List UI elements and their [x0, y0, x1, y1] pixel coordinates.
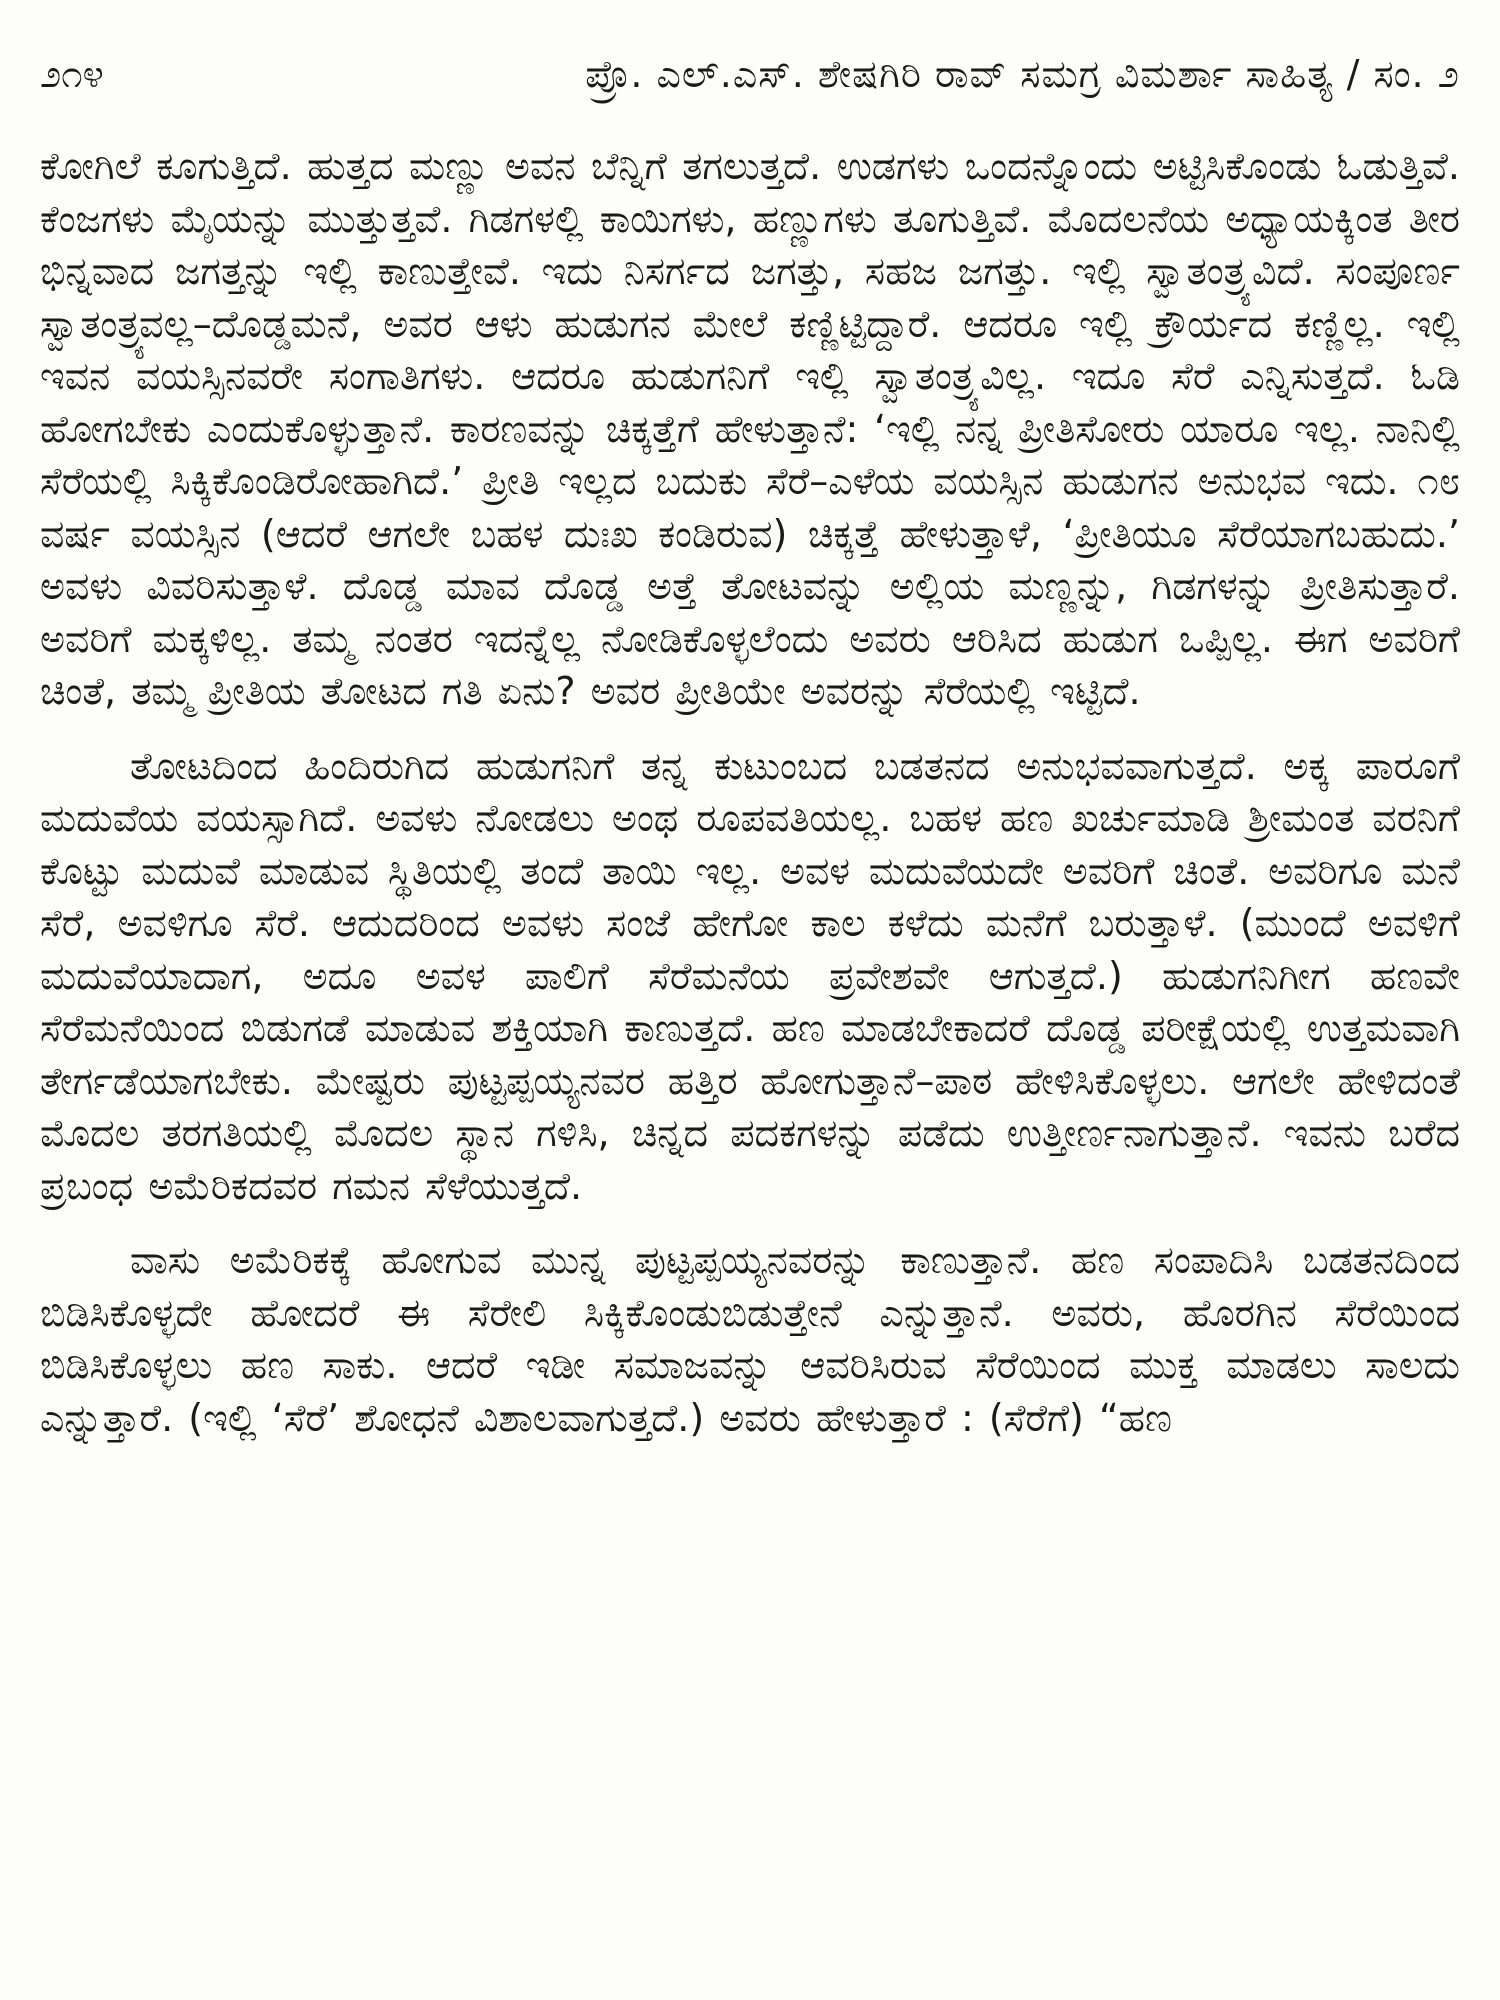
body-text: [40, 140, 1460, 1444]
paragraph-3: ವಾಸು ಅಮೆರಿಕಕ್ಕೆ ಹೋಗುವ ಮುನ್ನ ಪುಟ್ಟಪ್ಪಯ್ಯನವರನ್ನು ಕಾಣುತ್ತಾನೆ. ಹಣ ಸಂಪಾದಿಸಿ ಬಡತನದಿಂದ ಬಿಡಿಸಿಕೊಳ್ಳದೇ ಹೋದರೆ ಈ ಸೆರೇಲಿ ಸಿಕ್ಕಿಕೊಂಡುಬಿಡುತ್ತೇನೆ ಎನ್ನುತ್ತಾನೆ. ಅವರು, ಹೊರಗಿನ ಸೆರೆಯಿಂದ ಬಿಡಿಸಿಕೊಳ್ಳಲು ಹಣ ಸಾಕು. ಆದರೆ ಇಡೀ ಸಮಾಜವನ್ನು ಆವರಿಸಿರುವ ಸೆರೆಯಿಂದ ಮುಕ್ತ ಮಾಡಲು ಸಾಲದು ಎನ್ನುತ್ತಾರೆ. (ಇಲ್ಲಿ ‘ಸೆರೆ’ ಶೋಧನೆ ವಿಶಾಲವಾಗುತ್ತದೆ.) ಅವರು ಹೇಳುತ್ತಾರೆ : (ಸೆರೆಗೆ) “ಹಣ: [40, 1238, 1460, 1440]
page-number: ೨೧೪: [40, 52, 104, 96]
paragraph-2: ತೋಟದಿಂದ ಹಿಂದಿರುಗಿದ ಹುಡುಗನಿಗೆ ತನ್ನ ಕುಟುಂಬದ ಬಡತನದ ಅನುಭವವಾಗುತ್ತದೆ. ಅಕ್ಕ ಪಾರೂಗೆ ಮದುವೆಯ ವಯಸ್ಸಾಗಿದೆ. ಅವಳು ನೋಡಲು ಅಂಥ ರೂಪವತಿಯಲ್ಲ. ಬಹಳ ಹಣ ಖರ್ಚುಮಾಡಿ ಶ್ರೀಮಂತ ವರನಿಗೆ ಕೊಟ್ಟು ಮದುವೆ ಮಾಡುವ ಸ್ಥಿತಿಯಲ್ಲಿ ತಂದೆ ತಾಯಿ ಇಲ್ಲ. ಅವಳ ಮದುವೆಯದೇ ಅವರಿಗೆ ಚಿಂತೆ. ಅವರಿಗೂ ಮನೆ ಸೆರೆ, ಅವಳಿಗೂ ಸೆರೆ. ಆದುದರಿಂದ ಅವಳು ಸಂಜೆ ಹೇಗೋ ಕಾಲ ಕಳೆದು ಮನೆಗೆ ಬರುತ್ತಾಳೆ. (ಮುಂದೆ ಅವಳಿಗೆ ಮದುವೆಯಾದಾಗ, ಅದೂ ಅವಳ ಪಾಲಿಗೆ ಸೆರೆಮನೆಯ ಪ್ರವೇಶವೇ ಆಗುತ್ತದೆ.) ಹುಡುಗನಿಗೀಗ ಹಣವೇ ಸೆರೆಮನೆಯಿಂದ ಬಿಡುಗಡೆ ಮಾಡುವ ಶಕ್ತಿಯಾಗಿ ಕಾಣುತ್ತದೆ. ಹಣ ಮಾಡಬೇಕಾದರೆ ದೊಡ್ಡ ಪರೀಕ್ಷೆಯಲ್ಲಿ ಉತ್ತಮವಾಗಿ ತೇರ್ಗಡೆಯಾಗಬೇಕು. ಮೇಷ್ಟರು ಪುಟ್ಟಪ್ಪಯ್ಯನವರ ಹತ್ತಿರ ಹೋಗುತ್ತಾನೆ–ಪಾಠ ಹೇಳಿಸಿಕೊಳ್ಳಲು. ಆಗಲೇ ಹೇಳಿದಂತೆ ಮೊದಲ ತರಗತಿಯಲ್ಲಿ ಮೊದಲ ಸ್ಥಾನ ಗಳಿಸಿ, ಚಿನ್ನದ ಪದಕಗಳನ್ನು ಪಡೆದು ಉತ್ತೀರ್ಣನಾಗುತ್ತಾನೆ. ಇವನು ಬರೆದ ಪ್ರಬಂಧ ಅಮೆರಿಕದವರ ಗಮನ ಸೆಳೆಯುತ್ತದೆ.: [40, 743, 1460, 1208]
running-title: ಪ್ರೊ. ಎಲ್.ಎಸ್. ಶೇಷಗಿರಿ ರಾವ್ ಸಮಗ್ರ ವಿಮರ್ಶಾ ಸಾಹಿತ್ಯ / ಸಂ. ೨: [585, 52, 1460, 96]
paragraph-1: ಕೋಗಿಲೆ ಕೂಗುತ್ತಿದೆ. ಹುತ್ತದ ಮಣ್ಣು ಅವನ ಬೆನ್ನಿಗೆ ತಗಲುತ್ತದೆ. ಉಡಗಳು ಒಂದನ್ನೊಂದು ಅಟ್ಟಿಸಿಕೊಂಡು ಓಡುತ್ತಿವೆ. ಕೆಂಜಗಳು ಮೈಯನ್ನು ಮುತ್ತುತ್ತವೆ. ಗಿಡಗಳಲ್ಲಿ ಕಾಯಿಗಳು, ಹಣ್ಣುಗಳು ತೂಗುತ್ತಿವೆ. ಮೊದಲನೆಯ ಅಧ್ಯಾಯಕ್ಕಿಂತ ತೀರ ಭಿನ್ನವಾದ ಜಗತ್ತನ್ನು ಇಲ್ಲಿ ಕಾಣುತ್ತೇವೆ. ಇದು ನಿಸರ್ಗದ ಜಗತ್ತು, ಸಹಜ ಜಗತ್ತು. ಇಲ್ಲಿ ಸ್ವಾತಂತ್ರ್ಯವಿದೆ. ಸಂಪೂರ್ಣ ಸ್ವಾತಂತ್ರ್ಯವಲ್ಲ–ದೊಡ್ಡಮನೆ, ಅವರ ಆಳು ಹುಡುಗನ ಮೇಲೆ ಕಣ್ಣಿಟ್ಟಿದ್ದಾರೆ. ಆದರೂ ಇಲ್ಲಿ ಕ್ರೌರ್ಯದ ಕಣ್ಣಿಲ್ಲ. ಇಲ್ಲಿ ಇವನ ವಯಸ್ಸಿನವರೇ ಸಂಗಾತಿಗಳು. ಆದರೂ ಹುಡುಗನಿಗೆ ಇಲ್ಲಿ ಸ್ವಾತಂತ್ರ್ಯವಿಲ್ಲ. ಇದೂ ಸೆರೆ ಎನ್ನಿಸುತ್ತದೆ. ಓಡಿ ಹೋಗಬೇಕು ಎಂದುಕೊಳ್ಳುತ್ತಾನೆ. ಕಾರಣವನ್ನು ಚಿಕ್ಕತ್ತೆಗೆ ಹೇಳುತ್ತಾನೆ: ‘ಇಲ್ಲಿ ನನ್ನ ಪ್ರೀತಿಸೋರು ಯಾರೂ ಇಲ್ಲ. ನಾನಿಲ್ಲಿ ಸೆರೆಯಲ್ಲಿ ಸಿಕ್ಕಿಕೊಂಡಿರೋಹಾಗಿದೆ.’ ಪ್ರೀತಿ ಇಲ್ಲದ ಬದುಕು ಸೆರೆ–ಎಳೆಯ ವಯಸ್ಸಿನ ಹುಡುಗನ ಅನುಭವ ಇದು. ೧೮ ವರ್ಷ ವಯಸ್ಸಿನ (ಆದರೆ ಆಗಲೇ ಬಹಳ ದುಃಖ ಕಂಡಿರುವ) ಚಿಕ್ಕತ್ತೆ ಹೇಳುತ್ತಾಳೆ, ‘ಪ್ರೀತಿಯೂ ಸೆರೆಯಾಗಬಹುದು.’ ಅವಳು ವಿವರಿಸುತ್ತಾಳೆ. ದೊಡ್ಡ ಮಾವ ದೊಡ್ಡ ಅತ್ತೆ ತೋಟವನ್ನು ಅಲ್ಲಿಯ ಮಣ್ಣನ್ನು, ಗಿಡಗಳನ್ನು ಪ್ರೀತಿಸುತ್ತಾರೆ. ಅವರಿಗೆ ಮಕ್ಕಳಿಲ್ಲ. ತಮ್ಮ ನಂತರ ಇದನ್ನೆಲ್ಲ ನೋಡಿಕೊಳ್ಳಲೆಂದು ಅವರು ಆರಿಸಿದ ಹುಡುಗ ಒಪ್ಪಿಲ್ಲ. ಈಗ ಅವರಿಗೆ ಚಿಂತೆ, ತಮ್ಮ ಪ್ರೀತಿಯ ತೋಟದ ಗತಿ ಏನು? ಅವರ ಪ್ರೀತಿಯೇ ಅವರನ್ನು ಸೆರೆಯಲ್ಲಿ ಇಟ್ಟಿದೆ.: [40, 144, 1460, 713]
page-header: [40, 44, 1460, 104]
